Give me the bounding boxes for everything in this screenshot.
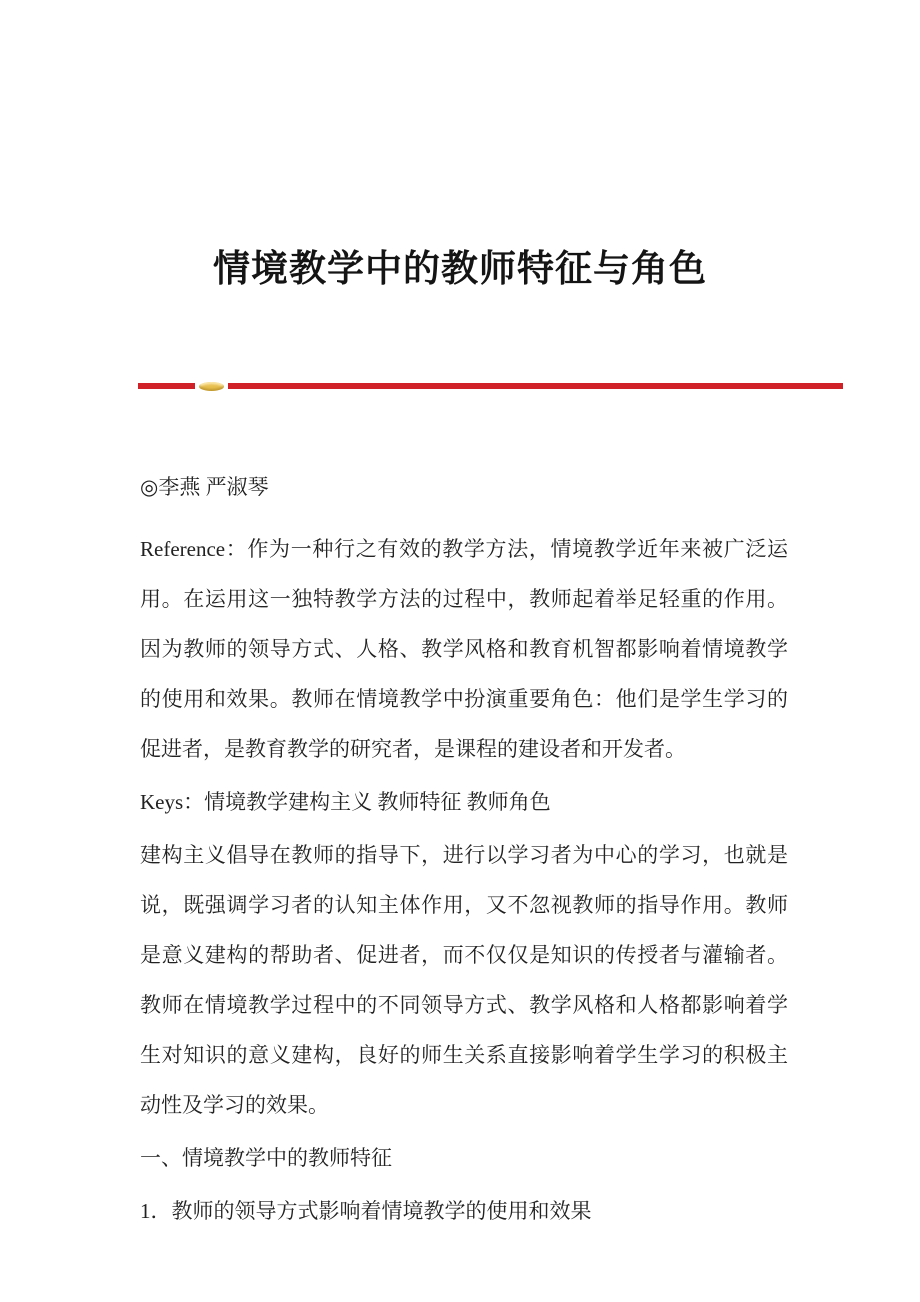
document-body [140, 462, 788, 1239]
title-divider [138, 381, 843, 391]
section-heading-1: 一、情境教学中的教师特征 [140, 1146, 392, 1170]
divider-line-right [228, 383, 843, 389]
gold-ellipse-icon [199, 382, 224, 391]
author-byline: ◎李燕 严淑琴 [140, 475, 269, 499]
keywords-line: Keys：情境教学建构主义 教师特征 教师角色 [140, 790, 551, 814]
reference-paragraph: Reference：作为一种行之有效的教学方法，情境教学近年来被广泛运用。在运用这一独特教学方法的过程中，教师起着举足轻重的作用。因为教师的领导方式、人格、教学风格和教育机智都影响着情境教学的使用和效果。教师在情境教学中扮演重要角色：他们是学生学习的促进者，是教育教学的研究者，是课程的建设者和开发者。 [140, 537, 788, 761]
subsection-heading-1-1: 1．教师的领导方式影响着情境教学的使用和效果 [140, 1199, 592, 1223]
body-paragraph: 建构主义倡导在教师的指导下，进行以学习者为中心的学习，也就是说，既强调学习者的认知主体作用，又不忽视教师的指导作用。教师是意义建构的帮助者、促进者，而不仅仅是知识的传授者与灌输者。教师在情境教学过程中的不同领导方式、教学风格和人格都影响着学生对知识的意义建构，良好的师生关系直接影响着学生学习的积极主动性及学习的效果。 [140, 843, 788, 1117]
divider-line-left [138, 383, 195, 389]
document-title: 情境教学中的教师特征与角色 [213, 248, 707, 290]
